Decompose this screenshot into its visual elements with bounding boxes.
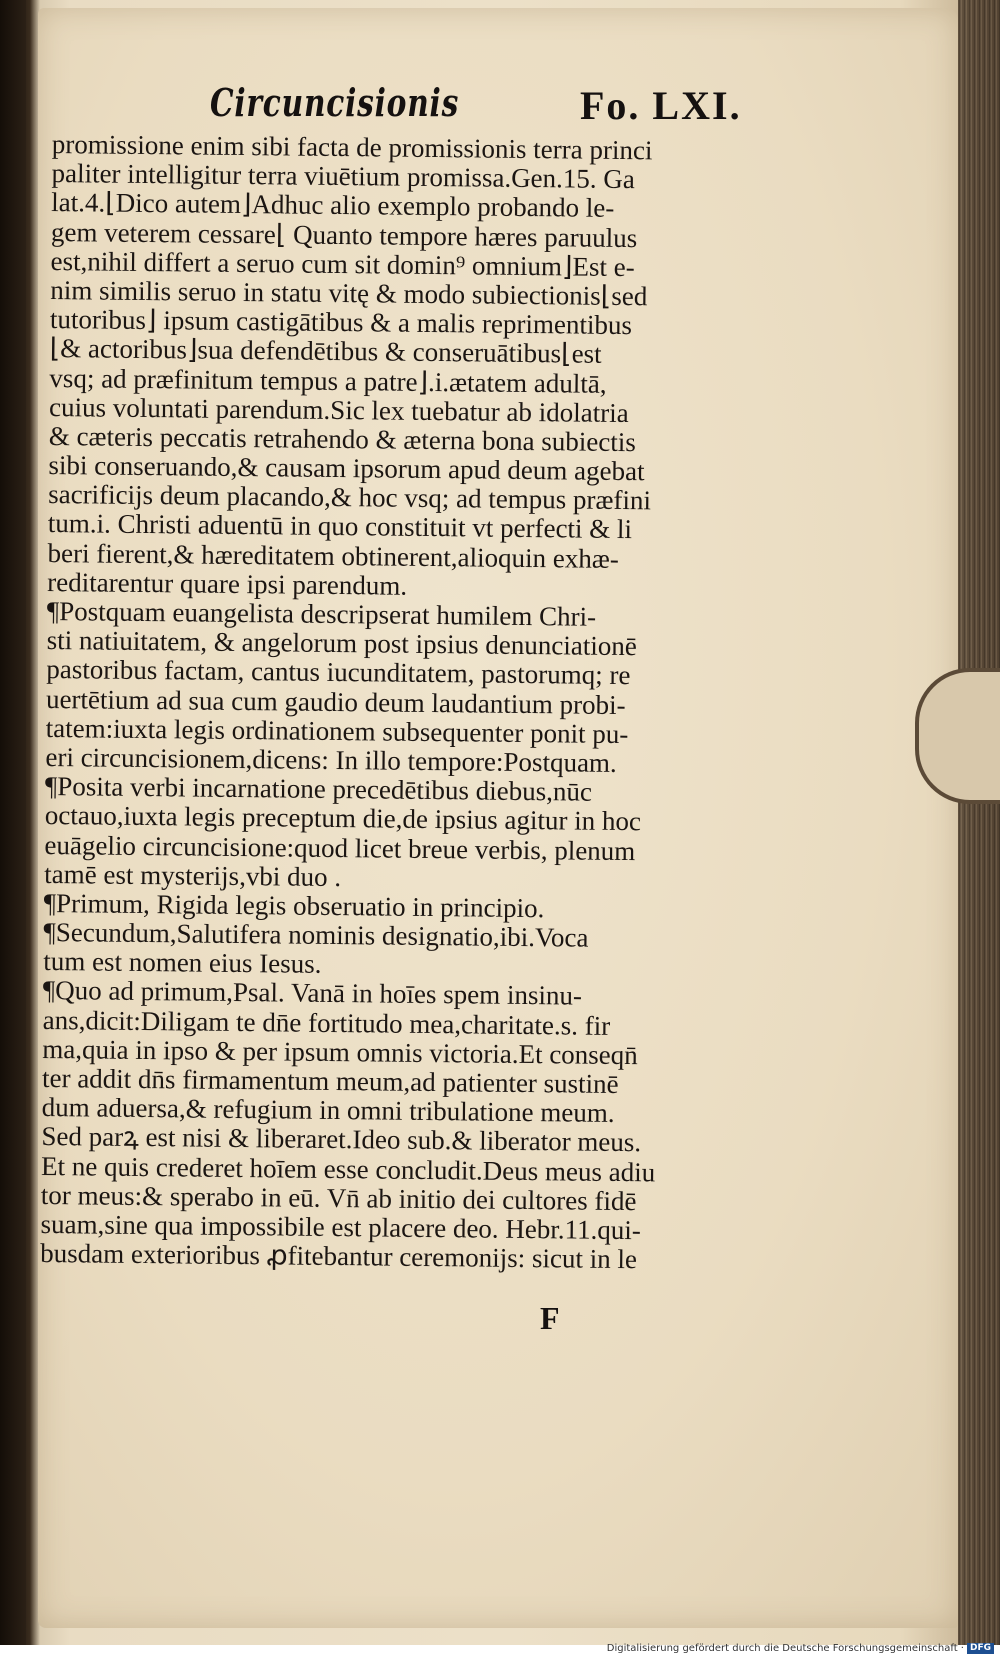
text-line: uertētium ad sua cum gaudio deum laudantium probi- bbox=[45, 683, 626, 720]
text-line: Sed parꝝ est nisi & liberaret.Ideo sub.& liberator meus. bbox=[41, 1121, 642, 1158]
text-line: suam,sine qua impossibile est placere deo. Hebr.11.qui- bbox=[40, 1208, 642, 1246]
text-line: tamē est mysterijs,vbi duo . bbox=[44, 858, 342, 892]
text-line: sti natiuitatem, & angelorum post ipsius denunciationē bbox=[46, 625, 637, 662]
body-text bbox=[40, 130, 752, 1276]
text-line: Et ne quis crederet hoīem esse concludit.Deus meus adiu bbox=[40, 1150, 656, 1187]
text-line: sacrificijs deum placando,& hoc vsq; ad tempus præfini bbox=[48, 479, 652, 516]
text-line: sibi conseruando,& causam ipsorum apud deum agebat bbox=[48, 450, 645, 487]
text-line: promissione enim sibi facta de promissionis terra princi bbox=[51, 129, 653, 166]
text-line: dum aduersa,& refugium in omni tribulatione meum. bbox=[41, 1092, 615, 1129]
signature-mark: F bbox=[540, 1300, 560, 1336]
dfg-logo: DFG bbox=[967, 1643, 994, 1654]
text-line: busdam exterioribus ꝓfitebantur ceremonijs: sicut in le bbox=[40, 1238, 638, 1275]
text-line: tor meus:& sperabo in eū. Vn̄ ab initio dei cultores fidē bbox=[40, 1179, 637, 1216]
text-line: tum est nomen eius Iesus. bbox=[43, 946, 322, 980]
text-line: tatem:iuxta legis ordinationem subsequenter ponit pu- bbox=[45, 712, 629, 749]
text-line: ¶Posita verbi incarnatione precedētibus diebus,nūc bbox=[44, 771, 593, 807]
text-line: ter addit dn̄s firmamentum meum,ad patienter sustinē bbox=[41, 1062, 619, 1099]
text-line: beri fierent,& hæreditatem obtinerent,alioquin exhæ- bbox=[47, 537, 620, 574]
text-line: paliter intelligitur terra viuētium promissa.Gen.15. Ga bbox=[51, 158, 636, 195]
text-line: ¶Quo ad primum,Psal. Vanā in hoīes spem insinu- bbox=[42, 975, 583, 1012]
text-line: eri circuncisionem,dicens: In illo tempore:Postquam. bbox=[45, 741, 617, 778]
text-line: euāgelio circuncisione:quod licet breue verbis, plenum bbox=[44, 829, 636, 866]
text-line: ¶Primum, Rigida legis obseruatio in principio. bbox=[43, 887, 545, 924]
page-edges bbox=[958, 0, 1000, 1645]
folio-number: Fo. LXI. bbox=[580, 83, 742, 128]
text-line: ma,quia in ipso & per ipsum omnis victoria.Et conseqn̄ bbox=[42, 1033, 638, 1070]
text-line: reditarentur quare ipsi parendum. bbox=[47, 566, 408, 601]
text-line: cuius voluntati parendum.Sic lex tuebatur ab idolatria bbox=[48, 391, 629, 428]
text-line: est,nihil differt a seruo cum sit domin⁹ omnium⌋Est e- bbox=[50, 245, 635, 282]
running-title: Circuncisionis bbox=[210, 80, 460, 125]
text-line: tum.i. Christi aduentū in quo constituit vt perfecti & li bbox=[47, 508, 633, 545]
text-line: octauo,iuxta legis preceptum die,de ipsius agitur in hoc bbox=[44, 800, 642, 837]
text-line: ¶Postquam euangelista descripserat humilem Chri- bbox=[46, 595, 597, 632]
book-gutter bbox=[0, 0, 26, 1645]
text-line: vsq; ad præfinitum tempus a patre⌋.i.ætatem adultā, bbox=[49, 362, 607, 399]
text-line: & cæteris peccatis retrahendo & æterna bona subiectis bbox=[48, 420, 636, 458]
text-line: ¶Secundum,Salutifera nominis designatio,ibi.Voca bbox=[43, 917, 589, 953]
footer-credit bbox=[607, 1643, 994, 1654]
text-line: pastoribus factam, cantus iucunditatem, pastorumq; re bbox=[46, 654, 631, 691]
thumb-index-notch bbox=[915, 668, 1000, 804]
text-line: tutoribus⌋ ipsum castigātibus & a malis reprimentibus bbox=[49, 304, 633, 341]
text-line: nim similis seruo in statu vitę & modo subiectionis⌊sed bbox=[50, 274, 648, 312]
text-line: ⌊& actoribus⌋sua defendētibus & conseruātibus⌊est bbox=[49, 333, 602, 370]
text-line: gem veterem cessare⌊ Quanto tempore hæres paruulus bbox=[50, 216, 638, 253]
footer-credit-text: Digitalisierung gefördert durch die Deutsche Forschungsgemeinschaft · bbox=[606, 1643, 964, 1654]
text-line: ans,dicit:Diligam te dn̄e fortitudo mea,charitate.s. fir bbox=[42, 1004, 611, 1041]
text-line: lat.4.⌊Dico autem⌋Adhuc alio exemplo probando le- bbox=[51, 187, 615, 224]
